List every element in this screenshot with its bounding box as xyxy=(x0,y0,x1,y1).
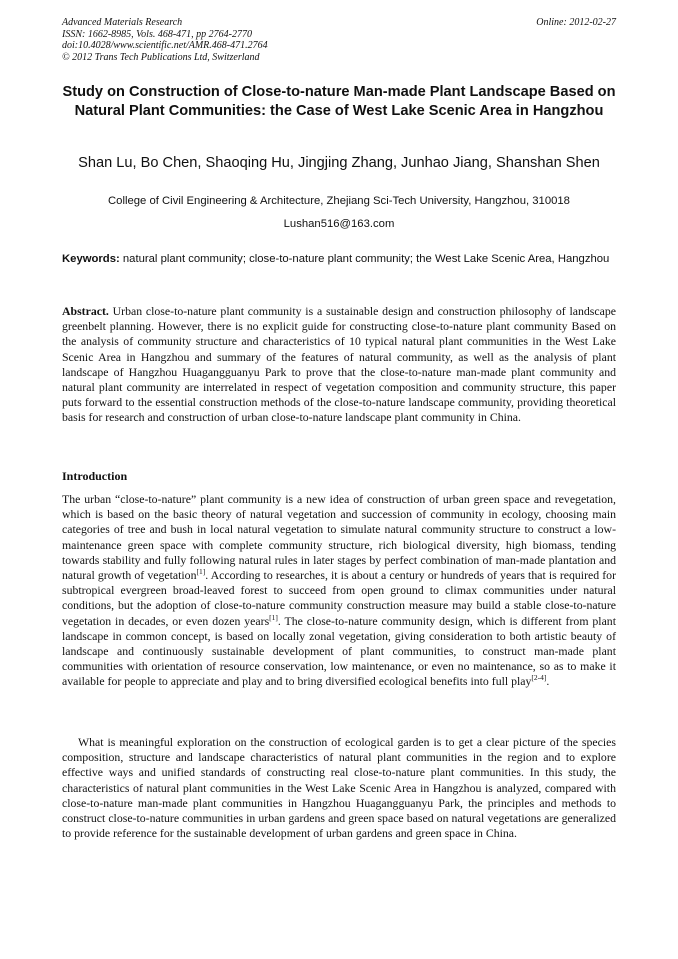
online-date: Online: 2012-02-27 xyxy=(536,17,616,28)
affiliation: College of Civil Engineering & Architecture, Zhejiang Sci-Tech University, Hangzhou, 310018 xyxy=(108,195,570,207)
citation-ref: [1] xyxy=(196,567,206,577)
intro-p1-part-d: . xyxy=(546,674,550,689)
keywords-text: natural plant community; close-to-nature plant community; the West Lake Scenic Area, Hangzhou xyxy=(119,253,610,265)
intro-p1-part-a: The urban “close-to-nature” plant community is a new idea of construction of urban green space and revegetation, which is based on the basic theory of natural vegetation and succession of community in ecology, choosing main categories of tree and bush in local natural vegetation to simulate natural community structure to construct a low-maintenance green space with complete community structure, rich biological diversity, high biomass, tending towards stability and fully following natural rules in later stages by perfect combination of man-made plantation and natural growth of vegetation xyxy=(62,492,616,583)
introduction-paragraph-1 xyxy=(62,492,616,690)
journal-header xyxy=(62,17,616,63)
introduction-paragraph-2: What is meaningful exploration on the construction of ecological garden is to get a clear picture of the species composition, structure and landscape characteristics of natural plant communities in the region and to explore effective ways and unified standards of constructing real close-to-nature plant communities. In this study, the characteristics of natural plant communities in the West Lake Scenic Area in Hangzhou is analyzed, compared with close-to-nature man-made plant communities in Hangzhou Huagangguanyu Park, the principles and methods to construct close-to-nature communities in urban gardens and green space based on natural vegetations are generalized to provide reference for the sustainable development of urban gardens and green space in China. xyxy=(62,735,616,841)
journal-name: Advanced Materials Research xyxy=(62,17,183,28)
abstract xyxy=(62,304,616,426)
doi-line: doi:10.4028/www.scientific.net/AMR.468-471.2764 xyxy=(62,40,268,51)
intro-p1-part-c: . The close-to-nature community design, which is different from plant landscape in common concept, is based on locally zonal vegetation, giving consideration to both artistic beauty of landscape and continuously sustainable development of plant communities, to construct man-made plant communities with orientation of resource conservation, low maintenance, or even no maintenance, so as to make it available for people to appreciate and play and to bring diversified ecological benefits into full play xyxy=(62,613,616,689)
keywords-label: Keywords: xyxy=(62,253,120,265)
citation-ref: [1] xyxy=(269,612,278,622)
paper-title: Study on Construction of Close-to-nature Man-made Plant Landscape Based on Natural Plant Communities: the Case of West Lake Scenic Area in Hangzhou xyxy=(62,84,616,119)
introduction-heading: Introduction xyxy=(62,469,128,483)
citation-ref: [2-4] xyxy=(531,673,547,683)
author-list: Shan Lu, Bo Chen, Shaoqing Hu, Jingjing Zhang, Junhao Jiang, Shanshan Shen xyxy=(78,155,600,171)
issn-line: ISSN: 1662-8985, Vols. 468-471, pp 2764-2770 xyxy=(62,28,252,40)
copyright-line: © 2012 Trans Tech Publications Ltd, Switzerland xyxy=(62,51,260,63)
author-email: Lushan516@163.com xyxy=(283,218,395,230)
abstract-text: Urban close-to-nature plant community is a sustainable design and construction philosophy of landscape greenbelt planning. However, there is no explicit guide for constructing close-to-nature plant community Based on the analysis of community structure and characteristics of 10 typical natural plant communities in the West Lake Scenic Area in Hangzhou and summary of the features of natural community, as well as the analysis of plant landscape of Hangzhou Huagangguanyu Park to prove that the close-to-nature man-made plant community and natural plant community are interrelated in respect of vegetation composition and community structure, this paper puts forward to the essential construction methods of the close-to-nature landscape community, providing theoretical basis for research and construction of urban close-to-nature landscape plant community in China. xyxy=(62,304,616,425)
keywords xyxy=(62,252,616,266)
abstract-label: Abstract. xyxy=(62,304,109,318)
intro-p1-part-b: . According to researches, it is about a century or hundreds of years that is required for subtropical evergreen broad-leaved forest to succeed from open ground to climax communities under natural conditions, but the adoption of close-to-nature community construction measure may build a stable close-to-nature vegetation in decades, or even dozen years xyxy=(62,568,617,628)
